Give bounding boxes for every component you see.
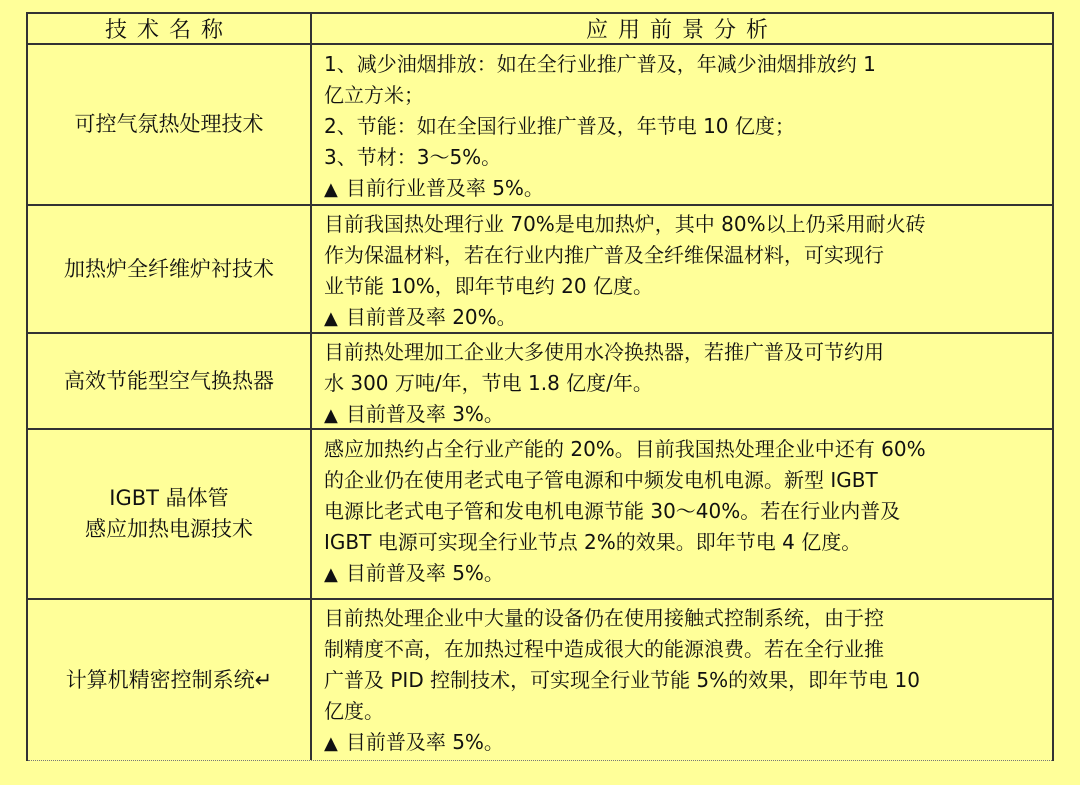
adoption-rate: 目前普及率 5%。 xyxy=(345,730,504,754)
adoption-rate-line xyxy=(324,173,1044,205)
tech-name-line: 高效节能型空气换热器 xyxy=(64,368,274,393)
tech-name xyxy=(58,366,280,397)
analysis-line: 亿立方米； xyxy=(324,83,424,107)
header-tech-name: 技术名称 xyxy=(28,14,312,43)
table-row xyxy=(28,430,1052,600)
adoption-rate: 目前普及率 20%。 xyxy=(345,305,517,329)
triangle-marker-icon: ▲ xyxy=(324,733,338,754)
tech-name-line: 加热炉全纤维炉衬技术 xyxy=(64,256,274,281)
table-row xyxy=(28,600,1052,761)
analysis-line: 感应加热约占全行业产能的 20%。目前我国热处理企业中还有 60% xyxy=(324,437,926,461)
analysis-cell xyxy=(312,600,1052,760)
analysis-line: 目前热处理企业中大量的设备仍在使用接触式控制系统，由于控 xyxy=(324,606,884,630)
triangle-marker-icon: ▲ xyxy=(324,308,338,329)
triangle-marker-icon: ▲ xyxy=(324,405,338,426)
adoption-rate-line xyxy=(324,399,1044,431)
tech-name-cell xyxy=(28,600,312,760)
analysis-cell xyxy=(312,334,1052,428)
analysis-line: 业节能 10%，即年节电约 20 亿度。 xyxy=(324,274,653,298)
analysis-cell xyxy=(312,430,1052,598)
header-application-analysis: 应用前景分析 xyxy=(585,18,778,43)
tech-name-cell xyxy=(28,430,312,598)
tech-name-line: 感应加热电源技术 xyxy=(85,517,253,541)
analysis-line: 目前我国热处理行业 70%是电加热炉，其中 80%以上仍采用耐火砖 xyxy=(324,212,926,236)
tech-name xyxy=(58,254,280,285)
adoption-rate: 目前普及率 3%。 xyxy=(345,402,504,426)
triangle-marker-icon: ▲ xyxy=(324,564,338,585)
analysis-cell xyxy=(312,45,1052,204)
table-row xyxy=(28,206,1052,334)
tech-name-cell xyxy=(28,45,312,204)
analysis-line: 电源比老式电子管和发电机电源节能 30～40%。若在行业内普及 xyxy=(324,499,901,523)
analysis-line: 制精度不高，在加热过程中造成很大的能源浪费。若在全行业推 xyxy=(324,637,884,661)
adoption-rate: 目前普及率 5%。 xyxy=(345,561,504,585)
table-row xyxy=(28,45,1052,206)
analysis-cell xyxy=(312,206,1052,332)
table-row xyxy=(28,334,1052,430)
table-header-row xyxy=(28,14,1052,45)
adoption-rate-line xyxy=(324,727,1044,759)
tech-name xyxy=(69,109,270,140)
adoption-rate-line xyxy=(324,302,1044,334)
tech-name-cell xyxy=(28,334,312,428)
analysis-line: 作为保温材料，若在行业内推广普及全纤维保温材料，可实现行 xyxy=(324,243,884,267)
analysis-line: 的企业仍在使用老式电子管电源和中频发电机电源。新型 IGBT xyxy=(324,468,878,492)
tech-name-line: 可控气氛热处理技术 xyxy=(74,112,264,136)
tech-name xyxy=(79,483,259,545)
analysis-line: 3、节材：3～5%。 xyxy=(324,145,502,169)
tech-name-line: IGBT 晶体管 xyxy=(109,486,229,510)
analysis-line: 水 300 万吨/年，节电 1.8 亿度/年。 xyxy=(324,371,653,395)
analysis-line: 亿度。 xyxy=(324,699,384,723)
tech-name-line: 计算机精密控制系统↵ xyxy=(65,667,273,692)
tech-name-cell xyxy=(28,206,312,332)
tech-name xyxy=(60,665,279,696)
analysis-line: 2、节能：如在全国行业推广普及，年节电 10 亿度； xyxy=(324,114,795,138)
analysis-line: 目前热处理加工企业大多使用水冷换热器，若推广普及可节约用 xyxy=(324,340,884,364)
triangle-marker-icon: ▲ xyxy=(324,179,338,200)
technology-table xyxy=(26,12,1054,761)
analysis-line: 广普及 PID 控制技术，可实现全行业节能 5%的效果，即年节电 10 xyxy=(324,668,920,692)
adoption-rate: 目前行业普及率 5%。 xyxy=(345,176,544,200)
adoption-rate-line xyxy=(324,558,1044,590)
analysis-line: IGBT 电源可实现全行业节点 2%的效果。即年节电 4 亿度。 xyxy=(324,530,862,554)
analysis-line: 1、减少油烟排放：如在全行业推广普及，年减少油烟排放约 1 xyxy=(324,52,876,76)
